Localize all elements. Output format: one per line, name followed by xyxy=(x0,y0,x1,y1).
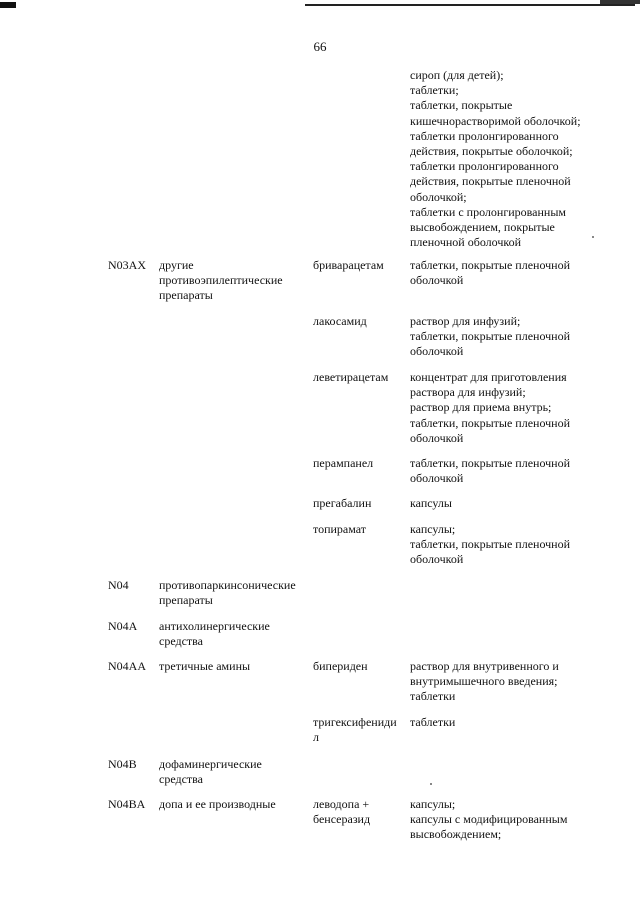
dosage-forms xyxy=(410,797,567,843)
scan-speck xyxy=(592,236,594,238)
continuation-forms-line: высвобождением, покрытые xyxy=(410,220,555,235)
dosage-forms-line: таблетки, покрытые пленочной xyxy=(410,258,571,272)
atc-code xyxy=(108,258,146,273)
dosage-forms-line: таблетки, покрытые пленочной xyxy=(410,329,571,344)
drug-name-line: бипериден xyxy=(313,659,368,673)
dosage-forms xyxy=(410,522,570,568)
dosage-forms xyxy=(410,496,452,511)
scan-artifact-mark xyxy=(0,2,16,8)
atc-code-line: N04A xyxy=(108,619,138,633)
drug-name-line: прегабалин xyxy=(313,496,372,510)
drug-group-line: противопаркинсонические xyxy=(159,578,296,592)
continuation-forms-line: таблетки, покрытые xyxy=(410,98,513,113)
drug-group-line: препараты xyxy=(159,288,213,303)
drug-group-line: другие xyxy=(159,258,194,272)
dosage-forms-line: оболочкой xyxy=(410,471,464,486)
drug-group xyxy=(159,578,296,608)
atc-code xyxy=(108,578,129,593)
drug-name-line: бриварацетам xyxy=(313,258,384,272)
dosage-forms-line: оболочкой xyxy=(410,273,464,288)
drug-name-line: л xyxy=(313,730,319,745)
drug-name xyxy=(313,314,367,329)
scan-artifact-line xyxy=(305,4,635,6)
scan-artifact-mark xyxy=(600,0,640,4)
continuation-forms-line: таблетки; xyxy=(410,83,459,98)
atc-code xyxy=(108,659,146,674)
dosage-forms-line: таблетки, покрытые пленочной xyxy=(410,415,571,430)
atc-code-line: N03AX xyxy=(108,258,146,272)
dosage-forms-line: высвобождением; xyxy=(410,827,502,842)
dosage-forms xyxy=(410,456,570,486)
dosage-forms-line: оболочкой xyxy=(410,430,464,445)
drug-group xyxy=(159,757,262,787)
drug-group-line: дофаминергические xyxy=(159,757,262,771)
dosage-forms-line: капсулы; xyxy=(410,522,456,536)
drug-name xyxy=(313,522,366,537)
dosage-forms-line: капсулы xyxy=(410,496,452,510)
drug-group-line: третичные амины xyxy=(159,659,251,673)
atc-code-line: N04BA xyxy=(108,797,146,811)
dosage-forms-line: таблетки, покрытые пленочной xyxy=(410,456,571,470)
drug-name xyxy=(313,797,370,827)
drug-name xyxy=(313,715,397,745)
dosage-forms-line: таблетки, покрытые пленочной xyxy=(410,537,571,552)
drug-group-line: средства xyxy=(159,634,204,649)
continuation-forms xyxy=(410,68,581,250)
continuation-forms-line: таблетки с пролонгированным xyxy=(410,204,567,219)
drug-name xyxy=(313,258,384,273)
continuation-forms-line: действия, покрытые пленочной xyxy=(410,174,571,189)
atc-code xyxy=(108,757,137,772)
drug-group-line: средства xyxy=(159,772,204,787)
dosage-forms-line: таблетки xyxy=(410,715,456,729)
dosage-forms xyxy=(410,258,570,288)
drug-name xyxy=(313,370,388,385)
atc-code-line: N04AA xyxy=(108,659,146,673)
dosage-forms-line: раствор для инфузий; xyxy=(410,314,521,328)
dosage-forms-line: раствор для внутривенного и xyxy=(410,659,559,673)
dosage-forms-line: капсулы; xyxy=(410,797,456,811)
drug-group xyxy=(159,619,270,649)
continuation-forms-line: сироп (для детей); xyxy=(410,68,504,82)
continuation-forms-line: действия, покрытые оболочкой; xyxy=(410,144,573,159)
drug-group-line: противоэпилептические xyxy=(159,273,283,288)
continuation-forms-line: оболочкой; xyxy=(410,189,467,204)
drug-group xyxy=(159,659,250,674)
continuation-forms-line: пленочной оболочкой xyxy=(410,235,522,250)
drug-name-line: леветирацетам xyxy=(313,370,389,384)
drug-name-line: перампанел xyxy=(313,456,374,470)
continuation-forms-line: кишечнорастворимой оболочкой; xyxy=(410,113,581,128)
scan-speck xyxy=(430,783,432,785)
atc-code-line: N04B xyxy=(108,757,137,771)
drug-name-line: леводопа + xyxy=(313,797,370,811)
dosage-forms-line: раствора для инфузий; xyxy=(410,385,526,400)
atc-code xyxy=(108,619,137,634)
dosage-forms-line: таблетки xyxy=(410,689,456,704)
page-number: 66 xyxy=(313,39,327,54)
drug-group-line: антихолинергические xyxy=(159,619,270,633)
drug-group xyxy=(159,258,283,304)
drug-group-line: препараты xyxy=(159,593,213,608)
drug-name-line: тригексифениди xyxy=(313,715,397,729)
drug-name xyxy=(313,659,368,674)
drug-name xyxy=(313,456,373,471)
dosage-forms xyxy=(410,370,570,446)
dosage-forms-line: оболочкой xyxy=(410,344,464,359)
drug-name-line: лакосамид xyxy=(313,314,367,328)
drug-name xyxy=(313,496,371,511)
dosage-forms-line: концентрат для приготовления xyxy=(410,370,567,384)
drug-name-line: топирамат xyxy=(313,522,367,536)
drug-group xyxy=(159,797,276,812)
dosage-forms-line: раствор для приема внутрь; xyxy=(410,400,552,415)
dosage-forms-line: оболочкой xyxy=(410,552,464,567)
dosage-forms-line: внутримышечного введения; xyxy=(410,674,558,689)
dosage-forms-line: капсулы с модифицированным xyxy=(410,812,568,827)
continuation-forms-line: таблетки пролонгированного xyxy=(410,159,559,174)
dosage-forms xyxy=(410,314,570,360)
dosage-forms xyxy=(410,715,455,730)
dosage-forms xyxy=(410,659,559,705)
atc-code-line: N04 xyxy=(108,578,129,592)
continuation-forms-line: таблетки пролонгированного xyxy=(410,128,559,143)
atc-code xyxy=(108,797,145,812)
drug-group-line: допа и ее производные xyxy=(159,797,276,811)
drug-name-line: бенсеразид xyxy=(313,812,371,827)
